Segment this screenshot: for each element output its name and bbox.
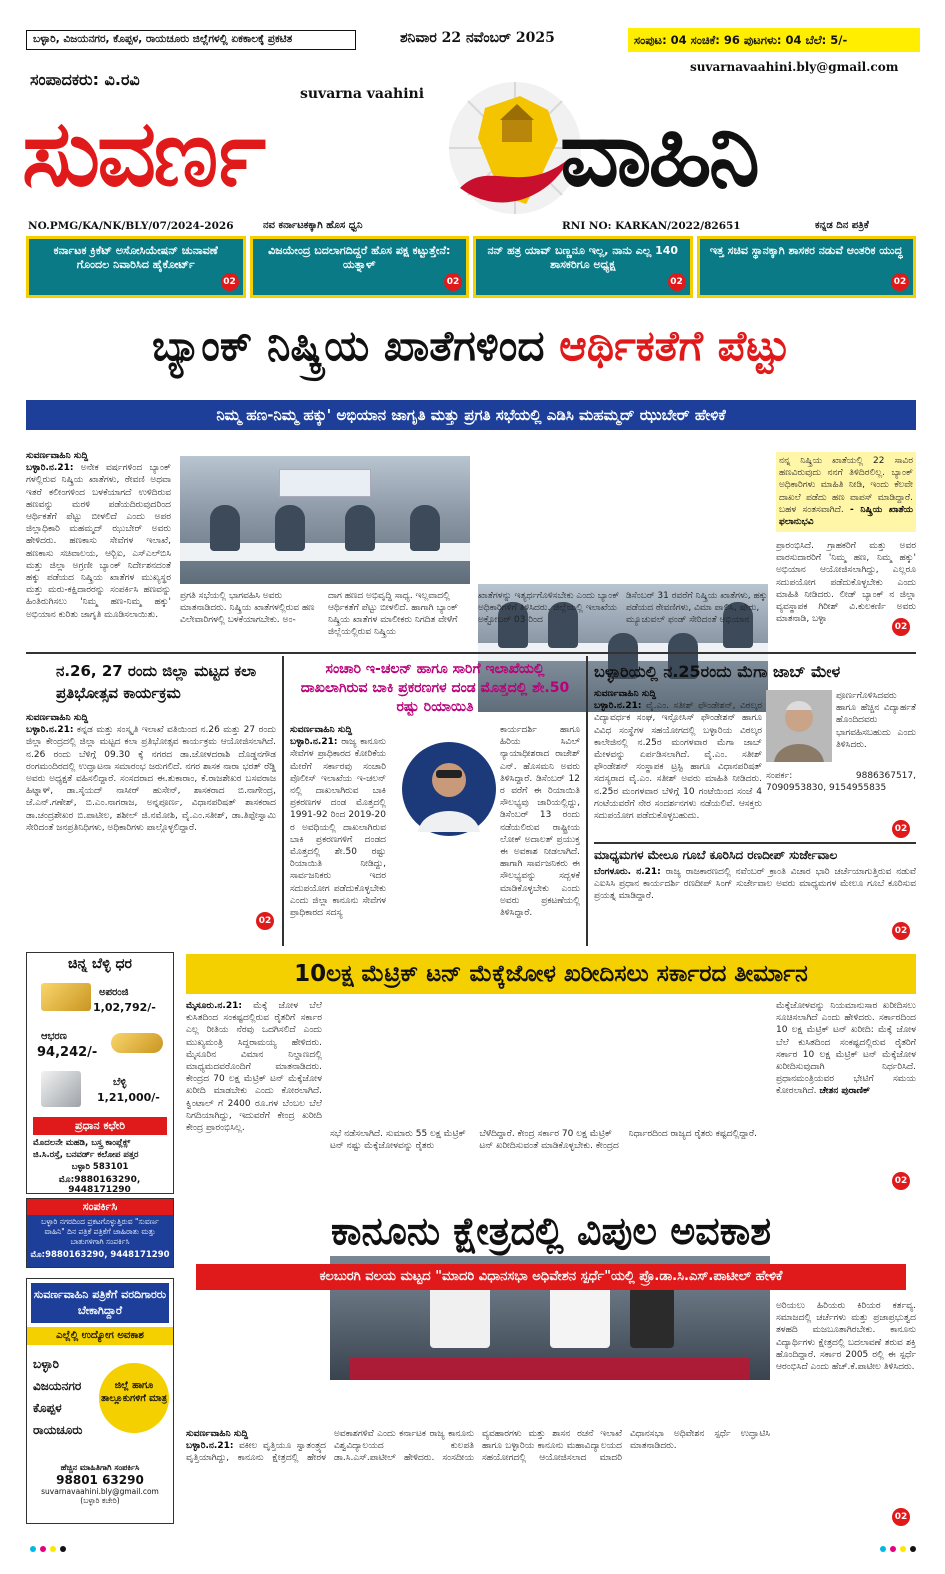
lead-caption-2: ಖಾತೆಗಳನ್ನು ಇತ್ಯರ್ಥಗೊಳಿಸಬೇಕು ಎಂದು ಬ್ಯಾಂಕ್ ಅಧಿಕಾರಿಗಳಿಗೆ ತಿಳಿಸಿದರು. ಜಿಲ್ಲೆಯಲ್ಲಿ ಇಲಾಖೆಯ ಅಕ್ಟೋಬರ್ 03 ರಿಂದ	[478, 591, 620, 625]
lead-page-ref[interactable]: 02	[892, 618, 910, 636]
reporter-email[interactable]: suvarnavaahini.bly@gmail.com	[41, 1487, 159, 1496]
logo-left-word: ಸುವರ್ಣ	[22, 100, 264, 207]
teaser-text: ಇತ್ತ ಸಚಿವ ಸ್ಥಾನಕ್ಕಾಗಿ ಶಾಸಕರ ನಡುವೆ ಆಂತರಿಕ ಯುದ್ಧ	[709, 244, 903, 257]
reporter-places	[33, 1353, 82, 1441]
contact-ad-title: ಸಂಪರ್ಕಿಸಿ	[27, 1199, 173, 1215]
divider	[594, 842, 916, 844]
maize-body-text: ಮೆಕ್ಕೆ ಜೋಳ ಬೆಲೆ ಕುಸಿತದಿಂದ ಸಂಕಷ್ಟದಲ್ಲಿರುವ ರೈತರಿಗೆ ಸರ್ಕಾರ ಎಲ್ಲ ರೀತಿಯ ನೆರವು ಒದಗಿಸಲಿದೆ ಎಂದು ಮುಖ್ಯಮಂತ್ರಿ ಸಿದ್ದರಾಮಯ್ಯ ಹೇಳಿದರು. ಮೈಸೂರಿನ ವಿಮಾನ ನಿಲ್ದಾಣದಲ್ಲಿ ಮಾಧ್ಯಮದವರೊಂದಿಗೆ ಮಾತನಾಡಿದರು. ಕೇಂದ್ರದ 70 ಲಕ್ಷ ಮೆಟ್ರಿಕ್ ಟನ್ ಮೆಕ್ಕೆಜೋಳ ಖರೀದಿ ಮಾಡಬೇಕು ಎಂದು ಕೋರಲಾಗಿದೆ. ಕ್ವಿಂಟಾಲ್ ಗೆ 2400 ರೂ.ಗಳ ಬೆಂಬಲ ಬೆಲೆ ನಿಗದಿಯಾಗಿದ್ದು, ಇದುವರೆಗೆ ಕೇಂದ್ರ ಖರೀದಿ ಕೇಂದ್ರ ಪ್ರಾರಂಭಿಸಿಲ್ಲ.	[186, 1001, 322, 1134]
lead-headline	[26, 316, 916, 376]
registration-dot	[880, 1546, 886, 1552]
page-ref: 02	[444, 273, 462, 291]
contact-ad-body: ಬಳ್ಳಾರಿ ನಗರದಿಂದ ಪ್ರಕಟಗೊಳ್ಳುತ್ತಿರುವ "ಸುವರ್ಣ ವಾಹಿನಿ" ದಿನ ಪತ್ರಿಕೆ ಪತ್ರಿಕೆಗೆ ಜಾಹಿರಾತು ಮತ್ತು ಬಾತುಗಳಿಗಾಗಿ ಸಂಪರ್ಕಿಸಿ	[41, 1217, 159, 1246]
lead-caption-1: ಪ್ರಗತಿ ಸಭೆಯಲ್ಲಿ ಭಾಗವಹಿಸಿ ಅವರು ಮಾತನಾಡಿದರು. ನಿಷ್ಕ್ರಿಯ ಖಾತೆಗಳಲ್ಲಿರುವ ಹಣ ವಿಲೇವಾರಿಗಳಲ್ಲಿ ಬಳಕೆಯಾಗಬೇಕು. ಅಂ-	[180, 591, 315, 625]
quote-attribution: - ನಿಷ್ಕ್ರಿಯ ಖಾತೆಯ ಫಲಾನುಭವಿ	[779, 504, 913, 528]
daily-label: ಕನ್ನಡ ದಿನ ಪತ್ರಿಕೆ	[815, 220, 869, 231]
dateline: ಬಳ್ಳಾರಿ.ನ.21:	[186, 1441, 234, 1452]
dateline: ಬಳ್ಳಾರಿ.ನ.21:	[26, 725, 74, 736]
media-page-ref[interactable]: 02	[892, 922, 910, 940]
reporter-note: (ಬಳ್ಳಾರಿ ಕಚೇರಿ)	[80, 1496, 120, 1505]
law-right-col: ಅರಿಯಲು ಹಿರಿಯರು ಕಿರಿಯರ ಕರ್ತವ್ಯ. ಸಮಾಜದಲ್ಲಿ ಚರ್ಚೆಗಳು ಮತ್ತು ಪ್ರಜಾಪ್ರಭುತ್ವದ ತಳಹದಿ ಮಜಬೂತಾಗಿರಬೇಕು. ಕಾನೂನು ವಿದ್ಯಾರ್ಥಿಗಳು ಕ್ಷೇತ್ರದಲ್ಲಿ ಬದಲಾವಣೆ ತರುವ ಶಕ್ತಿ ಹೊಂದಿದ್ದಾರೆ. ಸರ್ಕಾರ 2005 ರಲ್ಲಿ ಈ ಸ್ಪರ್ಧೆ ಆರಂಭಿಸಿದೆ ಎಂದು ಹೆಚ್.ಕೆ.ಪಾಟೀಲ ತಿಳಿಸಿದರು.	[776, 1301, 916, 1373]
divider	[26, 652, 916, 654]
maize-left-col	[186, 1000, 322, 1196]
photo-credit: ಚೇತನ ಪುರಾಣಿಕ್	[819, 1086, 870, 1097]
arts-body-text: ಕನ್ನಡ ಮತ್ತು ಸಂಸ್ಕೃತಿ ಇಲಾಖೆ ವತಿಯಿಂದ ನ.26 ಮತ್ತು 27 ರಂದು ಜಿಲ್ಲಾ ಕೇಂದ್ರದಲ್ಲಿ ಜಿಲ್ಲಾ ಮಟ್ಟದ ಕಲಾ ಪ್ರತಿಭೋತ್ಸವ ಕಾರ್ಯಕ್ರಮ ಆಯೋಜಿಸಲಾಗಿದೆ. ನ.26 ರಂದು ಬೆಳಿಗ್ಗೆ 09.30 ಕ್ಕೆ ನಗರದ ಡಾ.ಜೋಳದರಾಶಿ ದೊಡ್ಡನಗೌಡ ರಂಗಮಂದಿರದಲ್ಲಿ ಉದ್ಘಾಟನಾ ಸಮಾರಂಭ ಜರುಗಲಿದೆ. ನಗರ ಶಾಸಕ ನಾರಾ ಭರತ್ ರೆಡ್ಡಿ ಅವರು ಅಧ್ಯಕ್ಷತೆ ವಹಿಸಲಿದ್ದಾರೆ. ಸಂಸದರಾದ ಈ.ತುಕಾರಾಂ, ಕೆ.ರಾಜಶೇಖರ ಬಸವರಾಜ ಹಿಟ್ನಾಳ್, ಡಾ.ಸೈಯದ್ ನಾಸೀರ್ ಹುಸೇನ್, ಶಾಸಕರಾದ ಬಿ.ನಾಗೇಂದ್ರ, ಜೆ.ಎನ್.ಗಣೇಶ್, ಬಿ.ಎಂ.ನಾಗರಾಜ, ಅನ್ನಪೂರ್ಣ, ವಿಧಾನಪರಿಷತ್ ಶಾಸಕರಾದ ಡಾ.ಚಂದ್ರಶೇಖರ ಬಿ.ಪಾಟೀಲ, ಶಶೀಲ್ ಜಿ.ನಮೋಶಿ, ವೈ.ಎಂ.ಸತೀಶ್, ಡಾ.ತಿಪ್ಪೇಸ್ವಾಮಿ ಸೇರಿದಂತೆ ಜನಪ್ರತಿನಿಧಿಗಳು, ಅಧಿಕಾರಿಗಳು ಪಾಲ್ಗೊಳ್ಳಲಿದ್ದಾರೆ.	[26, 725, 276, 833]
gold-24k-value: 1,02,792/-	[93, 1001, 156, 1014]
contact-ad	[26, 1198, 174, 1268]
office-phone[interactable]: ಮೊ:9880163290, 9448171290	[58, 1175, 141, 1195]
reporter-contact-label: ಹೆಚ್ಚಿನ ಮಾಹಿತಿಗಾಗಿ ಸಂಪರ್ಕಿಸಿ	[60, 1463, 140, 1472]
divider	[282, 656, 284, 946]
reporter-ad-title: ಸುವರ್ಣವಾಹಿನಿ ಪತ್ರಿಕೆಗೆ ವರದಿಗಾರರು ಬೇಕಾಗಿದ್ದಾರೆ	[31, 1283, 169, 1323]
registration-dot	[910, 1546, 916, 1552]
law-page-ref[interactable]: 02	[892, 1508, 910, 1526]
teaser-2[interactable]	[250, 236, 470, 298]
dateline: ಮೈಸೂರು.ನ.21:	[186, 1001, 242, 1011]
reporter-ad-subtitle: ಎಲ್ಲೆಲ್ಲಿ ಉದ್ಯೋಗ ಅವಕಾಶ	[27, 1327, 173, 1345]
law-body	[186, 1428, 770, 1528]
teaser-1[interactable]	[26, 236, 246, 298]
editor-credit: ಸಂಪಾದಕರು: ವಿ.ರವಿ	[30, 70, 140, 89]
dateline: ಬಳ್ಳಾರಿ.ನ.21:	[290, 737, 338, 748]
challan-body-left	[290, 724, 386, 942]
lead-subhead: ನಿಮ್ಮ ಹಣ-ನಿಮ್ಮ ಹಕ್ಕು' ಅಭಿಯಾನ ಜಾಗೃತಿ ಮತ್ತು ಪ್ರಗತಿ ಸಭೆಯಲ್ಲಿ ಎಡಿಸಿ ಮಹಮ್ಮದ್ ಝುಬೇರ್ ಹೇಳಿಕೆ	[26, 400, 916, 430]
address-line: ಬಳ್ಳಾರಿ 583101	[71, 1162, 129, 1172]
logo-right-word: ವಾಹಿನಿ	[560, 100, 757, 207]
byline: ಸುವರ್ಣವಾಹಿನಿ ಸುದ್ದಿ	[26, 713, 89, 723]
arts-body	[26, 712, 276, 938]
page-ref: 02	[668, 273, 686, 291]
region-line: ಬಳ್ಳಾರಿ, ವಿಜಯನಗರ, ಕೊಪ್ಪಳ, ರಾಯಚೂರು ಜಿಲ್ಲೆಗಳಲ್ಲಿ ಏಕಕಾಲಕ್ಕೆ ಪ್ರಕಟಿತ	[26, 30, 356, 50]
rni-number: RNI NO: KARKAN/2022/82651	[562, 220, 741, 232]
silver-label: ಬೆಳ್ಳಿ	[113, 1077, 127, 1088]
registration-dot	[60, 1546, 66, 1552]
place-name: ಕೊಪ್ಪಳ	[33, 1401, 62, 1415]
maize-page-ref[interactable]: 02	[892, 1172, 910, 1190]
official-portrait	[400, 740, 498, 838]
byline: ಸುವರ್ಣವಾಹಿನಿ ಸುದ್ದಿ	[594, 689, 657, 699]
media-body	[594, 866, 916, 942]
registration-dot	[30, 1546, 36, 1552]
teaser-text: ನನ್ ಹತ್ರ ಯಾವ್ ಬಣ್ಣನೂ ಇಲ್ಲ, ನಾನು ಎಲ್ಲ 140 ಶಾಸಕರಿಗೂ ಅಧ್ಯಕ್ಷ	[487, 244, 679, 271]
silver-value: 1,21,000/-	[97, 1091, 160, 1104]
teaser-3[interactable]	[473, 236, 693, 298]
contact-ad-phone[interactable]: ಮೊ:9880163290, 9448171290	[30, 1250, 170, 1260]
dateline: ಬಳ್ಳಾರಿ.ನ.21:	[26, 463, 74, 474]
gold-bar-icon	[41, 983, 91, 1011]
law-subhead: ಕಲಬುರಗಿ ವಲಯ ಮಟ್ಟದ "ಮಾದರಿ ವಿಧಾನಸಭಾ ಅಧಿವೇಶನ ಸ್ಪರ್ಧೆ"ಯಲ್ಲಿ ಪ್ರೊ.ಡಾ.ಸಿ.ಎಸ್.ಪಾಟೀಲ್ ಹೇಳಿಕೆ	[196, 1264, 906, 1290]
issue-meta: ಸಂಪುಟ: 04 ಸಂಚಿಕೆ: 96 ಪುಟಗಳು: 04 ಬೆಲೆ: 5/-	[628, 28, 920, 52]
issue-date: ಶನಿವಾರ 22 ನವೆಂಬರ್ 2025	[400, 30, 555, 46]
quote-text: ನನ್ನ ನಿಷ್ಕ್ರಿಯ ಖಾತೆಯಲ್ಲಿ 22 ಸಾವಿರ ಹಣವಿರುವುದು ನನಗೆ ತಿಳಿದಿರಲಿಲ್ಲ. ಬ್ಯಾಂಕ್ ಅಧಿಕಾರಿಗಳು ಮಾಹಿತಿ ನೀಡಿ, ಇಂದು ಕೆಲವೇ ದಾಖಲೆ ಪಡೆದು ಹಣ ವಾಪಸ್ ಮಾಡಿದ್ದಾರೆ. ಬಹಳ ಸಂತಸವಾಗಿದೆ.	[779, 456, 913, 515]
reporter-phone[interactable]: 98801 63290	[56, 1473, 144, 1487]
postal-reg-number: NO.PMG/KA/NK/BLY/07/2024-2026	[28, 220, 234, 232]
maize-headline: 10ಲಕ್ಷ ಮೆಟ್ರಿಕ್ ಟನ್ ಮೆಕ್ಕೆಜೋಳ ಖರೀದಿಸಲು ಸರ್ಕಾರದ ತೀರ್ಮಾನ	[186, 954, 916, 994]
law-body-text: ವಕೀಲ ವೃತ್ತಿಯೂ ಸ್ವಾತಂತ್ರ್ಯದ ವೃತ್ತಿಯಾಗಿದ್ದು, ಕಾನೂನು ಕ್ಷೇತ್ರದಲ್ಲಿ ಹೇರಳ ಅವಕಾಶಗಳಿವೆ ಎಂದು ಕರ್ನಾಟಕ ರಾಜ್ಯ ಕಾನೂನು ವಿಶ್ವವಿದ್ಯಾಲಯದ ಕುಲಪತಿ ಡಾ.ಸಿ.ಎಸ್.ಪಾಟೀಲ್ ಹೇಳಿದರು. ಸಂಸದೀಯ ವ್ಯವಹಾರಗಳು ಮತ್ತು ಶಾಸನ ರಚನೆ ಇಲಾಖೆ ಹಾಗೂ ಬಳ್ಳಾರಿಯ ಕಾನೂನು ಮಹಾವಿದ್ಯಾಲಯದ ಸಹಯೋಗದಲ್ಲಿ ಆಯೋಜಿಸಲಾದ ಮಾದರಿ ವಿಧಾನಸಭಾ ಅಧಿವೇಶನ ಸ್ಪರ್ಧೆ ಉದ್ಘಾಟಿಸಿ ಮಾತನಾಡಿದರು.	[186, 1429, 770, 1464]
jobs-body	[594, 688, 762, 838]
lead-caption-2b: ಡಿಸೆಂಬರ್ 31 ರವರೆಗೆ ನಿಷ್ಕ್ರಿಯ ಖಾತೆಗಳು, ಹಕ್ಕು ಪಡೆಯದ ಠೇವಣಿಗಳು, ವಿಮಾ ಪಾಲಿಸಿ, ಷೇರು, ಮ್ಯೂಚುವಲ್ ಫಂಡ್ ಸೇರಿದಂತೆ ಅಭಿಯಾನ	[626, 591, 768, 625]
challan-headline: ಸಂಚಾರಿ ಇ-ಚಲನ್ ಹಾಗೂ ಸಾರಿಗೆ ಇಲಾಖೆಯಲ್ಲಿ ದಾಖಲಾಗಿರುವ ಬಾಕಿ ಪ್ರಕರಣಗಳ ದಂಡ ಮೊತ್ತದಲ್ಲಿ ಶೇ.50 ರಷ್ಟು ರಿಯಾಯಿತಿ	[300, 661, 570, 715]
maize-right-col	[776, 1000, 916, 1196]
media-body-text: ರಾಜ್ಯ ರಾಜಕಾರಣದಲ್ಲಿ ನವೆಂಬರ್ ಕ್ರಾಂತಿ ವಿಚಾರ ಭಾರಿ ಚರ್ಚೆಯಾಗುತ್ತಿರುವ ನಡುವೆ ಎಐಸಿಸಿ ಪ್ರಧಾನ ಕಾರ್ಯದರ್ಶಿ ರಣದೀಪ್ ಸಿಂಗ್ ಸುರ್ಜೇವಾಲ ಅವರು ಮಾಧ್ಯಮಗಳ ಮೇಲೂ ಗೂಬೆ ಕೂರಿಸುವ ಪ್ರಯತ್ನ ಮಾಡಿದ್ದಾರೆ.	[594, 867, 916, 902]
jobs-page-ref[interactable]: 02	[892, 820, 910, 838]
challan-body-right: ಕಾರ್ಯದರ್ಶಿ ಹಾಗೂ ಹಿರಿಯ ಸಿವಿಲ್ ನ್ಯಾಯಾಧೀಶರಾದ ರಾಜೇಶ್ ಎನ್. ಹೊಸಮನಿ ಅವರು ತಿಳಿಸಿದ್ದಾರೆ. ಡಿಸೆಂಬರ್ 12 ರ ವರೆಗೆ ಈ ರಿಯಾಯಿತಿ ಸೌಲಭ್ಯವು ಜಾರಿಯಲ್ಲಿದ್ದು, ಡಿಸೆಂಬರ್ 13 ರಂದು ನಡೆಯಲಿರುವ ರಾಷ್ಟ್ರೀಯ ಲೋಕ್ ಅದಾಲತ್ ಪ್ರಯುಕ್ತ ಈ ಅವಕಾಶ ನೀಡಲಾಗಿದೆ. ಹಾಗಾಗಿ ಸಾರ್ವಜನಿಕರು ಈ ಸೌಲಭ್ಯವನ್ನು ಸದ್ಬಳಕೆ ಮಾಡಿಕೊಳ್ಳಬೇಕು ಎಂದು ಅವರು ಪ್ರಕಟಣೆಯಲ್ಲಿ ತಿಳಿಸಿದ್ದಾರೆ.	[500, 725, 580, 919]
law-headline: ಕಾನೂನು ಕ್ಷೇತ್ರದಲ್ಲಿ ವಿಪುಲ ಅವಕಾಶ	[330, 1209, 772, 1253]
registration-dot	[890, 1546, 896, 1552]
speaker-portrait	[766, 690, 832, 762]
lead-caption-1b: ದಾಗ ಹಣದ ಅಭಿವೃದ್ಧಿ ಸಾಧ್ಯ. ಇಲ್ಲವಾದಲ್ಲಿ ಆರ್ಥಿಕತೆಗೆ ಪೆಟ್ಟು ಬೀಳಲಿದೆ. ಹಾಗಾಗಿ ಬ್ಯಾಂಕ್ ನಿಷ್ಕ್ರಿಯ ಖಾತೆಗಳ ಮಾಲೀಕರು ನಿಗದಿತ ವೇಳೆಗೆ ಜಿಲ್ಲೆಯಲ್ಲಿರುವ ನಿಷ್ಕ್ರಿಯ	[328, 591, 458, 637]
jobs-contact: ಸಂಪರ್ಕ: 9886367517, 7090953830, 9154955835	[766, 771, 916, 794]
silver-bar-icon	[41, 1071, 81, 1107]
teaser-4[interactable]	[697, 236, 917, 298]
teaser-text: ಕರ್ನಾಟಕ ಕ್ರಿಕೆಟ್ ಅಸೋಸಿಯೇಷನ್ ಚುನಾವಣೆ ಗೊಂದಲ ನಿವಾರಿಸಿದ ಹೈಕೋರ್ಟ್	[53, 244, 218, 271]
lead-headline-black: ಬ್ಯಾಂಕ್ ನಿಷ್ಕ್ರಿಯ ಖಾತೆಗಳಿಂದ	[151, 321, 560, 370]
media-headline: ಮಾಧ್ಯಮಗಳ ಮೇಲೂ ಗೂಬೆ ಕೂರಿಸಿದ ರಣದೀಪ್ ಸುರ್ಜೇವಾಲ	[594, 848, 838, 862]
teaser-strip	[26, 236, 916, 298]
teaser-text: ವಿಜಯೇಂದ್ರ ಬದಲಾಗದಿದ್ದರೆ ಹೊಸ ಪಕ್ಷ ಕಟ್ಟುತ್ತೇನೆ: ಯತ್ನಾಳ್	[268, 244, 451, 271]
registration-dot	[900, 1546, 906, 1552]
lead-body-text: ಅನೇಕ ವರ್ಷಗಳಿಂದ ಬ್ಯಾಂಕ್ ಗಳಲ್ಲಿರುವ ನಿಷ್ಕ್ರಿಯ ಖಾತೆಗಳು, ಠೇವಣಿ ಅಥವಾ ಇತರೆ ಕಲೀಂಗಳಿಂದ ಬಳಕೆಯಾಗದೆ ಉಳಿದಿರುವ ಹಣವನ್ನು ಮರಳಿ ಪಡೆಯದಿರುವುದರಿಂದ ಆರ್ಥಿಕತೆಗೆ ಪೆಟ್ಟು ಬೀಳಲಿದೆ ಎಂದು ಅಪರ ಜಿಲ್ಲಾಧಿಕಾರಿ ಮಹಮ್ಮದ್ ಝುಬೇರ್ ಅವರು ಹೇಳಿದರು. ಹಣಕಾಸು ಸೇವೆಗಳ ಇಲಾಖೆ, ಹಣಕಾಸು ಸಚಿವಾಲಯ, ಆರ್‍ಬಿಐ, ಎಸ್‍ಎಲ್‍ಬಿಸಿ ಮತ್ತು ಜಿಲ್ಲಾ ಅಗ್ರಣೀ ಬ್ಯಾಂಕ್ ನಿರ್ದೇಶನದಂತೆ ಹಕ್ಕು ಪಡೆಯದ ನಿಷ್ಕ್ರಿಯ ಖಾತೆಗಳ ಮುಖ್ಯಸ್ಥರ ಮತ್ತು ಮರು-ಕಕ್ಷಿದಾರರನ್ನು ಸಂಪರ್ಕಿಸಿ ಹಣವನ್ನು ಹಿಂತಿರುಗಿಸಲು 'ನಿಮ್ಮ ಹಣ-ನಿಮ್ಮ ಹಕ್ಕು' ಅಭಿಯಾನ ಕುರಿತು ಜಾಗೃತಿ ಮೂಡಿಸಲಾಯಿತು.	[26, 463, 171, 620]
lead-column-right: ಪ್ರಾರಂಭಿಸಿದೆ. ಗ್ರಾಹಕರಿಗೆ ಮತ್ತು ಅವರ ವಾರಸುದಾರರಿಗೆ 'ನಿಮ್ಮ ಹಣ, ನಿಮ್ಮ ಹಕ್ಕು' ಅಭಿಯಾನ ಆಯೋಜಿಸಲಾಗಿದ್ದು, ಎಲ್ಲರೂ ಸದುಪಯೋಗ ಪಡೆದುಕೊಳ್ಳಬೇಕು ಎಂದು ಮಾಹಿತಿ ನೀಡಿದರು. ಲೀಡ್ ಬ್ಯಾಂಕ್ ನ ಜಿಲ್ಲಾ ವ್ಯವಸ್ಥಾಪಕ ಗಿರೀಶ್ ವಿ.ಕುಲಕರ್ಣಿ ಅವರು ಮಾತನಾಡಿ, ಬಳ್ಳಾ	[776, 541, 916, 625]
gold-22k-value: 94,242/-	[37, 1045, 98, 1060]
masthead-email[interactable]: suvarnavaahini.bly@gmail.com	[690, 60, 899, 74]
byline: ಸುವರ್ಣವಾಹಿನಿ ಸುದ್ದಿ	[26, 451, 89, 461]
arts-page-ref[interactable]: 02	[256, 912, 274, 930]
maize-right-text: ಮೆಕ್ಕೆಜೋಳವನ್ನು ನಿಯಮಾನುಸಾರ ಖರೀದಿಸಲು ಸೂಚಿಸಲಾಗಿದೆ ಎಂದು ಹೇಳಿದರು. ಸರ್ಕಾರದಿಂದ 10 ಲಕ್ಷ ಮೆಟ್ರಿಕ್ ಟನ್ ಖರೀದಿ: ಮೆಕ್ಕೆ ಜೋಳ ಬೆಲೆ ಕುಸಿತದಿಂದ ಸಂಕಷ್ಟದಲ್ಲಿರುವ ರೈತರಿಗೆ ಸರ್ಕಾರ 10 ಲಕ್ಷ ಮೆಟ್ರಿಕ್ ಟನ್ ಮೆಕ್ಕೆಜೋಳ ಖರೀದಿಸುವುದಾಗಿ ನಿರ್ಧರಿಸಿದೆ. ಪ್ರಧಾನಮಂತ್ರಿಯವರ ಭೇಟಿಗೆ ಸಮಯ ಕೋರಲಾಗಿದೆ.	[776, 1001, 916, 1097]
gold-24k-label: ಅಪರಂಜಿ	[99, 987, 129, 998]
page-ref: 02	[221, 273, 239, 291]
place-name: ವಿಜಯನಗರ	[33, 1379, 82, 1393]
maize-caption: ಸಭೆ ನಡೆಸಲಾಗಿದೆ. ಸುಮಾರು 55 ಲಕ್ಷ ಮೆಟ್ರಿಕ್ ಟನ್ ನಷ್ಟು ಮೆಕ್ಕೆಜೋಳವನ್ನು ರೈತರು ಬೆಳೆದಿದ್ದಾರೆ. ಕೇಂದ್ರ ಸರ್ಕಾರ 70 ಲಕ್ಷ ಮೆಟ್ರಿಕ್ ಟನ್ ಖರೀದಿಸುವಂತೆ ಮಾಡಿಕೊಳ್ಳಬೇಕು. ಕೇಂದ್ರದ ನಿರ್ಧಾರದಿಂದ ರಾಜ್ಯದ ರೈತರು ಕಷ್ಟದಲ್ಲಿದ್ದಾರೆ.	[330, 1129, 757, 1151]
reporter-badge: ಜಿಲ್ಲೆ ಹಾಗೂ ತಾಲ್ಲೂಕುಗಳಿಗೆ ಮಾತ್ರ	[99, 1363, 169, 1433]
jobs-body-text: ವೈ.ಎಂ. ಸತೀಶ್ ಫೌಂಡೇಶನ್, ವಿಠಲ್ಕರ ವಿದ್ಯಾವರ್ಧಕ ಸಂಘ, ಇನ್ಫೋಸಿಸ್ ಫೌಂಡೇಶನ್ ಹಾಗೂ ವಿವಿಧ ಸಂಸ್ಥೆಗಳ ಸಹಯೋಗದಲ್ಲಿ ಬಳ್ಳಾರಿಯ ವಿಠಲ್ಕರ ಕಾಲೇಜಿನಲ್ಲಿ ನ.25ರ ಮಂಗಳವಾರ ಮೆಗಾ ಜಾಬ್ ಮೇಳವನ್ನು ಏರ್ಪಡಿಸಲಾಗಿದೆ. ವೈ.ಎಂ. ಸತೀಶ್ ಫೌಂಡೇಶನ್ ಸಂಸ್ಥಾಪಕ ಟ್ರಸ್ಟಿ ಹಾಗೂ ವಿಧಾನಪರಿಷತ್ ಸದಸ್ಯರಾದ ವೈ.ಎಂ. ಸತೀಶ್ ಅವರು ಮಾಹಿತಿ ನೀಡಿದರು. ನ.25ರ ಮಂಗಳವಾರ ಬೆಳಿಗ್ಗೆ 10 ಗಂಟೆಯಿಂದ ಸಂಜೆ 4 ಗಂಟೆಯವರೆಗೆ ನೇರ ಸಂದರ್ಶನಗಳು ನಡೆಯಲಿವೆ. ಆಸಕ್ತರು ಸದುಪಯೋಗ ಪಡೆದುಕೊಳ್ಳಬಹುದು.	[594, 701, 762, 822]
gold-rate-title: ಚಿನ್ನ ಬೆಳ್ಳಿ ಧರ	[27, 953, 173, 975]
address-line: ಜಿ.ಸಿ.ರಸ್ತೆ, ಬನವರ್ಡ್ ಕಲೋಪ ಪತ್ತರ	[33, 1150, 139, 1160]
jobs-body-right: ಪೂರ್ಣಗೊಳಿಸಿದವರು ಹಾಗೂ ಹೆಚ್ಚಿನ ವಿದ್ಯಾರ್ಹತೆ ಹೊಂದಿದವರು ಭಾಗವಹಿಸಬಹುದು ಎಂದು ತಿಳಿಸಿದರು.	[836, 691, 916, 750]
dateline: ಬಳ್ಳಾರಿ.ನ.21:	[594, 701, 642, 712]
registration-dot	[40, 1546, 46, 1552]
byline: ಸುವರ್ಣವಾಹಿನಿ ಸುದ್ದಿ	[186, 1429, 249, 1439]
address-line: ಮೊದಲನೇ ಮಹಡಿ, ಬಸ್ತ್ರ ಕಾಂಪ್ಲೆಕ್ಸ್	[33, 1138, 131, 1148]
byline: ಸುವರ್ಣವಾಹಿನಿ ಸುದ್ದಿ	[290, 725, 353, 735]
page-ref: 02	[891, 273, 909, 291]
place-name: ಬಳ್ಳಾರಿ	[33, 1357, 59, 1371]
registration-dot	[50, 1546, 56, 1552]
lead-quote-box	[776, 452, 916, 532]
tagline: ನವ ಕರ್ನಾಟಕಕ್ಕಾಗಿ ಹೊಸ ಧ್ವನಿ	[263, 220, 363, 231]
gold-rate-panel	[26, 952, 174, 1194]
arts-headline: ನ.26, 27 ರಂದು ಜಿಲ್ಲಾ ಮಟ್ಟದ ಕಲಾ ಪ್ರತಿಭೋತ್ಸವ ಕಾರ್ಯಕ್ರಮ	[56, 662, 257, 702]
jobs-headline: ಬಳ್ಳಾರಿಯಲ್ಲಿ ನ.25ರಂದು ಮೆಗಾ ಜಾಬ್ ಮೇಳ	[594, 662, 841, 681]
challan-body-text: ರಾಜ್ಯ ಕಾನೂನು ಸೇವೆಗಳ ಪ್ರಾಧಿಕಾರದ ಕೋರಿಕೆಯ ಮೇರೆಗೆ ಸರ್ಕಾರವು ಸಂಚಾರಿ ಪೊಲೀಸ್ ಇಲಾಖೆಯ ಇ-ಚಲನ್ ನಲ್ಲಿ ದಾಖಲಾಗಿರುವ ಬಾಕಿ ಪ್ರಕರಣಗಳ ದಂಡ ಮೊತ್ತದಲ್ಲಿ 1991-92 ರಿಂದ 2019-20 ರ ಅವಧಿಯಲ್ಲಿ ದಾಖಲಾಗಿರುವ ಬಾಕಿ ಪ್ರಕರಣಗಳಿಗೆ ದಂಡದ ಮೊತ್ತದಲ್ಲಿ ಶೇ.50 ರಷ್ಟು ರಿಯಾಯಿತಿ ನೀಡಿದ್ದು, ಸಾರ್ವಜನಿಕರು ಇದರ ಸದುಪಯೋಗ ಪಡೆದುಕೊಳ್ಳಬೇಕು ಎಂದು ಜಿಲ್ಲಾ ಕಾನೂನು ಸೇವೆಗಳ ಪ್ರಾಧಿಕಾರದ ಸದಸ್ಯ	[290, 737, 386, 919]
gold-22k-label: ಆಭರಣ	[41, 1031, 67, 1042]
lead-column-1	[26, 450, 171, 650]
office-address	[33, 1137, 167, 1173]
reporter-wanted-ad	[26, 1278, 174, 1524]
divider	[586, 656, 588, 946]
dateline: ಬೆಂಗಳೂರು. ನ.21:	[594, 867, 661, 877]
lead-headline-red: ಆರ್ಥಿಕತೆಗೆ ಪೆಟ್ಟು	[559, 321, 790, 370]
lead-photo-meeting	[180, 456, 470, 584]
place-name: ರಾಯಚೂರು	[33, 1423, 83, 1437]
gold-bangle-icon	[111, 1033, 163, 1053]
brand-latin: suvarna vaahini	[300, 86, 425, 102]
office-title: ಪ್ರಧಾನ ಕಛೇರಿ	[33, 1117, 167, 1135]
